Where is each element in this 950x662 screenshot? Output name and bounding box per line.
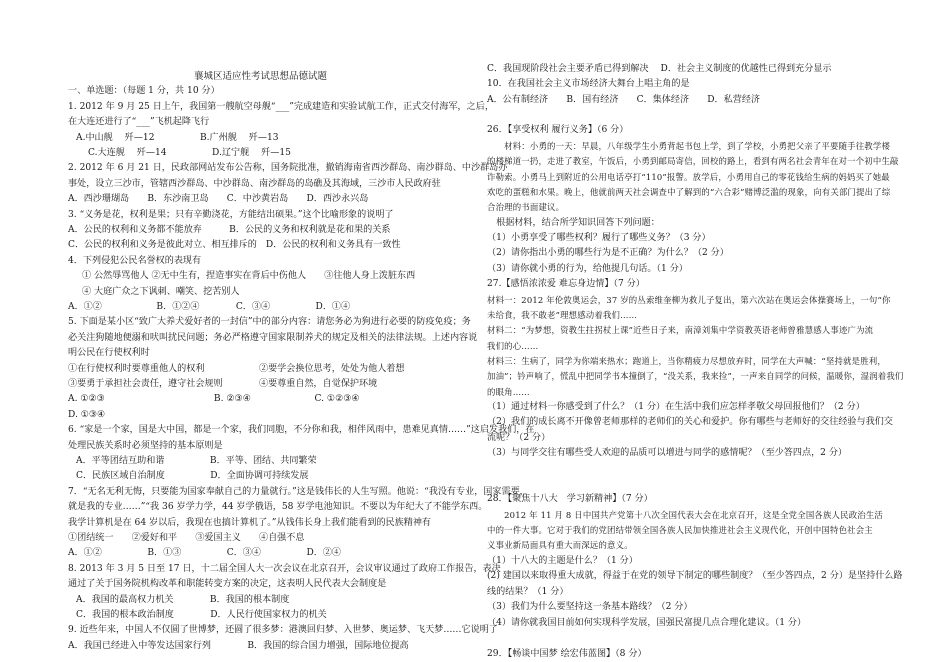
right-line-5: 材料：小勇的一天：早晨，八年级学生小勇背起书包上学，到了学校，小勇把父亲了平要随手往教学楼 <box>487 141 891 151</box>
left-line-17: 必关注狗随地便溺和吠叫扰民问题；务必严格遵守国家限制养犬的规定及相关的法律法规。上述内容说 <box>68 333 478 343</box>
left-line-34: A．我国的最高权力机关 B．我国的根本制度 <box>76 595 290 605</box>
right-line-10: 根据材料，结合所学知识回答下列问题： <box>487 218 660 228</box>
left-line-31: A．①② B．①③ C．③④ D．②④ <box>68 548 342 558</box>
right-line-12: （2）请你指出小勇的哪些行为是不正确？为什么？（2 分） <box>487 248 729 258</box>
left-line-30: ①团结统一 ②爱好和平 ③爱国主义 ④自强不息 <box>68 533 305 543</box>
left-line-18: 明公民在行使权利时 <box>68 348 150 358</box>
right-line-27 <box>487 477 887 492</box>
right-line-15: 材料一：2012 年伦敦奥运会，37 岁的丛索维奎柳为救儿子复出，第六次站在奥运会体操赛场上，一句“你 <box>487 295 891 305</box>
left-line-28: 就是我的专业……”“我 36 岁学力学，44 岁学俄语，58 岁学电池知识。不要以为年纪大了不能学东西。 <box>68 502 488 512</box>
left-line-26: C．民族区域自治制度 D．全面协调可持续发展 <box>76 471 309 481</box>
left-line-2: 1. 2012 年 9 月 25 日上午，我国第一艘航空母舰“___”完成建造和实验试航工作，正式交付海军，之后， <box>68 102 494 112</box>
right-line-13: （3）请你就小勇的行为，给他提几句话。（1 分） <box>487 264 688 274</box>
right-line-21: 的眼角…… <box>487 387 530 397</box>
left-line-11: C．公民的权利和义务是彼此对立、相互排斥的 D．公民的权利和义务具有一致性 <box>68 240 401 250</box>
right-line-7: 诈勒索。小勇马上到附近的公用电话亭打“110”报警。放学后，小勇用自己的零花钱给生病的妈妈买了她最 <box>487 172 890 182</box>
right-line-3 <box>487 108 887 123</box>
right-line-31: 义事业新局面具有重大而深远的意义。 <box>487 540 633 550</box>
left-line-29: 我学计算机是在 64 岁以后，我现在也搞计算机了。”从钱伟长身上我们能看到的民族精神有 <box>68 518 432 528</box>
left-line-25: A．平等团结互助和谐 B．平等、团结、共同繁荣 <box>76 456 317 466</box>
right-line-14: 27.【感悟浓浓爱 难忘身边情】（7 分） <box>487 279 645 289</box>
left-line-33: 通过了关于国务院机构改革和职能转变方案的决定，这表明人民代表大会制度是 <box>68 579 387 589</box>
right-line-30: 中的一件大事。它对于我们的党团结带领全国各族人民加快推进社会主义现代化，开创中国特色社会主 <box>487 525 873 535</box>
right-line-32: （1）十八大的主题是什么？（1 分） <box>487 556 638 566</box>
right-line-38: 29．【畅谈中国梦 绘宏伟蓝图】（8 分） <box>487 649 647 659</box>
left-line-0: 襄城区适应性考试思想品德试题 <box>193 71 327 82</box>
right-line-26 <box>487 462 887 477</box>
right-line-29: 2012 年 11 月 8 日中国共产党第十八次全国代表大会在北京召开，这是全党全国各族人民政治生活 <box>487 510 884 520</box>
left-line-6: 2. 2012 年 6 月 21 日，民政部网站发布公告称，国务院批准，撤销海南省西沙群岛、南沙群岛、中沙群岛办 <box>68 163 508 173</box>
left-line-1: 一、单选题：（每题 1 分，共 10 分） <box>68 86 220 96</box>
left-line-23: 6. “家是一个家，国是大中国，都是一个家，我们同胞，不分你和我，相伴风雨中，患难见真情……”这启发我们，在 <box>68 425 535 435</box>
left-line-8: A．西沙珊瑚岛 B．东沙南卫岛 C．中沙黄岩岛 D．西沙永兴岛 <box>68 194 369 204</box>
left-line-12: 4．下列侵犯公民名誉权的表现有 <box>68 256 202 266</box>
right-line-34: 线的结果？（1 分） <box>487 587 569 597</box>
left-line-4: A.中山舰 歼—12 B.广州舰 歼—13 <box>76 133 279 143</box>
right-line-28: 28．【聚焦十八大 学习新精神】（7 分） <box>487 494 653 504</box>
right-line-11: （1）小勇享受了哪些权利？履行了哪些义务？（3 分） <box>487 233 711 243</box>
left-line-36: 9. 近些年来，中国人不仅圆了世博梦，还圆了很多梦：港澳回归梦、入世梦、奥运梦、飞天梦……它说明了 <box>68 625 498 635</box>
left-line-16: 5. 下面是某小区“致广大养犬爱好者的一封信”中的部分内容：请您务必为狗进行必要的防疫免疫；务 <box>68 317 471 327</box>
right-line-1: 10．在我国社会主义市场经济大舞台上唱主角的是 <box>487 79 690 89</box>
left-line-5: C.大连舰 歼—14 D.辽宁舰 歼—15 <box>88 148 291 158</box>
right-line-23: （2）我们的成长离不开像曾老师那样的老师们的关心和爱护。你有哪些与老师好的交往经验与我们交 <box>487 417 893 427</box>
right-line-25: （3）与同学交往有哪些受人欢迎的品质可以增进与同学的感情呢？（至少答四点，2 分） <box>487 448 848 458</box>
left-line-35: C．我国的根本政治制度 D．人民行使国家权力的机关 <box>76 610 327 620</box>
right-line-19: 材料三：生病了，同学为你端来热水；跑道上，当你精疲力尽想放弃时，同学在大声喊：“坚持就是胜利， <box>487 356 886 366</box>
left-line-37: A．我国已经进入中等发达国家行列 B．我国的综合国力增强，国际地位提高 <box>68 641 409 651</box>
right-line-37 <box>487 631 887 646</box>
right-line-35: （3）我们为什么要坚持这一条基本路线？（2 分） <box>487 602 693 612</box>
left-line-10: A．公民的权利和义务都不能放弃 B．公民的义务和权利就是花和果的关系 <box>68 225 391 235</box>
right-line-33: (2) 建国以来取得重大成就，得益于在党的领导下制定的哪些制度？（至少答四点，2 分）是坚持什么路 <box>487 571 903 581</box>
left-line-9: 3. “义务是花，权利是果；只有辛勤浇花，方能结出硕果。”这个比喻形象的说明了 <box>68 210 394 220</box>
right-line-18: 我们的心…… <box>487 341 539 351</box>
right-line-0: C．我国现阶段社会主要矛盾已得到解决 D．社会主义制度的优越性已得到充分显示 <box>487 64 832 74</box>
right-line-9: 合治理的书面建议。 <box>487 202 565 212</box>
right-line-20: 加油”；钤声响了，慌乱中把同学书本撞倒了，“没关系，我来捡”，一声来自同学的问候，温暖你，湿润着我们 <box>487 371 904 381</box>
left-line-27: 7．“无名无利无悔，只要能为国家奉献自己的力量就行。”这是钱伟长的人生写照。他说：“我没有专业，国家需要， <box>68 487 529 497</box>
right-line-22: （1）通过材料一你感受到了什么？（1 分）在生活中我们应怎样孝敬父母回报他们？（2 分） <box>487 402 865 412</box>
right-line-36: （4）请你就我国目前如何实现科学发展，国强民富提几点合理化建议。（1 分） <box>487 618 807 628</box>
left-line-15: A．①② B．①②④ C．③④ D．①④ <box>68 302 351 312</box>
right-line-16: 未给食，我不敢老”理想感动着我们…… <box>487 310 638 320</box>
right-line-4: 26．【享受权利 履行义务】（6 分） <box>487 125 629 135</box>
left-line-24: 处理民族关系时必须坚持的基本原则是 <box>68 441 223 451</box>
left-line-14: ④ 大庭广众之下讽刺、嘲笑、挖苦别人 <box>82 287 240 297</box>
left-line-19: ①在行使权利时要尊重他人的权利 ②要学会换位思考，处处为他人着想 <box>68 364 405 374</box>
left-line-32: 8. 2013 年 3 月 5 日至 17 日，十二届全国人大一次会议在北京召开，会议审议通过了政府工作报告，表决 <box>68 564 501 574</box>
left-line-22: D. ①③④ <box>68 410 106 420</box>
right-line-17: 材料二：“为梦想，资教生拄拐杖上课”近些日子来，南漳刘集中学资教英语老师曾雅慧感人事迹广为流 <box>487 325 874 335</box>
right-line-24: 流呢？（2 分） <box>487 433 551 443</box>
left-line-3: 在大连还进行了“___”飞机起降飞行 <box>68 117 210 127</box>
right-line-8: 欢吃的蛋糕和水果。晚上，他就前两天社会调查中了解到的“六合彩”赌博泛滥的现象，向有关部门提出了综 <box>487 187 891 197</box>
left-line-20: ③要勇于承担社会责任，遵守社会规则 ④要尊重自然，自觉保护环境 <box>68 379 378 389</box>
right-line-2: A．公有制经济 B．国有经济 C．集体经济 D．私营经济 <box>487 95 761 105</box>
left-line-21: A. ①②③ B. ②③④ C. ①②③④ <box>68 394 360 404</box>
left-line-7: 事处，设立三沙市，管辖西沙群岛、中沙群岛、南沙群岛的岛礁及其海域，三沙市人民政府驻 <box>68 179 441 189</box>
right-line-6: 的楼梯道一扔，走进了教室，午饭后，小勇到邮局寄信，回校的路上，看到有两名社会青年在对一个初中生敲 <box>487 156 899 166</box>
left-line-13: ① 公然辱骂他人 ②无中生有，捏造事实在背后中伤他人 ③往他人身上泼脏东西 <box>82 271 416 281</box>
